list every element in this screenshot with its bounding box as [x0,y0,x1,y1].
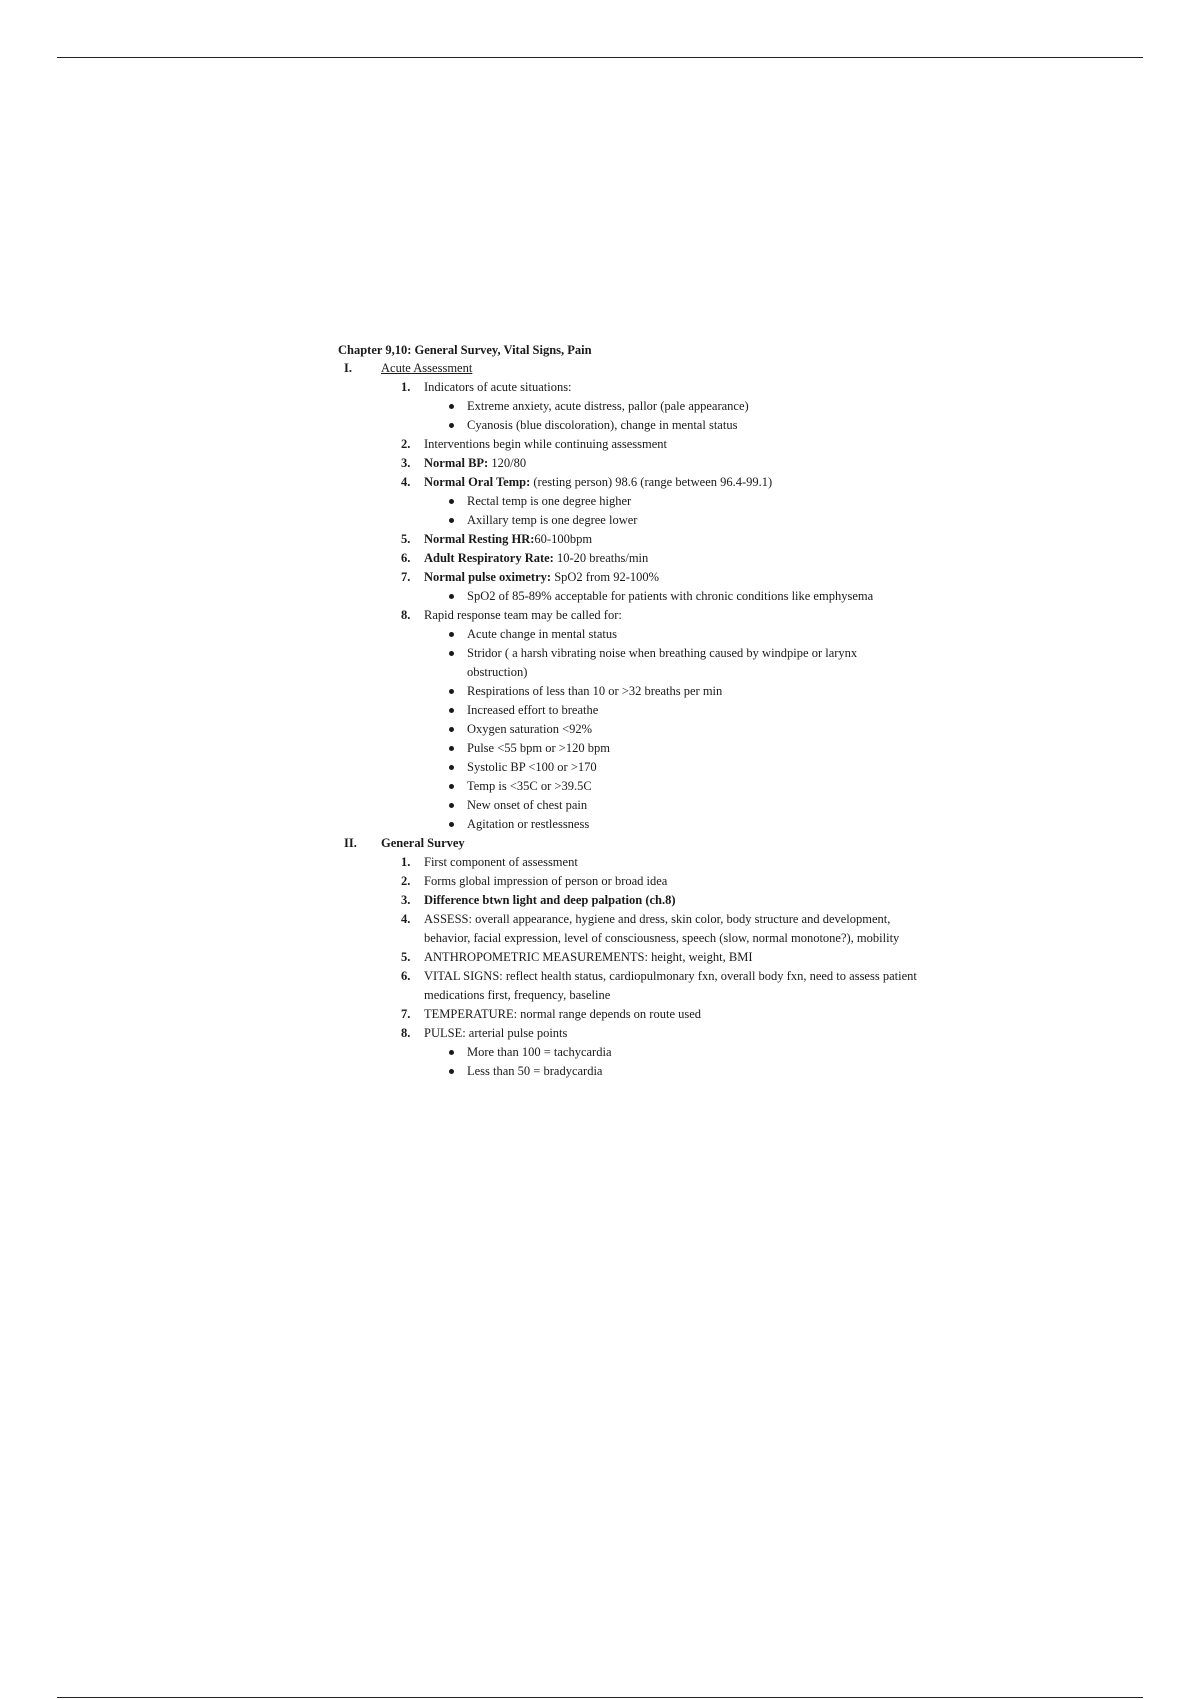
bullet-icon [449,404,454,409]
section-heading [338,359,918,378]
bullet-text: Acute change in mental status [467,627,617,641]
item-label: Normal Oral Temp: [424,475,531,489]
section-2 [338,834,918,1081]
item-label: Normal Resting HR: [424,532,535,546]
bullet-item [338,587,918,606]
numbered-list [338,378,918,834]
bullet-text: Pulse <55 bpm or >120 bpm [467,741,610,755]
bottom-rule [57,1697,1143,1698]
list-item [338,872,918,891]
item-text: 60-100bpm [534,532,593,546]
bullet-text: Rectal temp is one degree higher [467,494,632,508]
bullet-text: Temp is <35C or >39.5C [467,779,592,793]
bullet-item [338,701,918,720]
item-number: 5. [401,532,411,546]
bullet-text: Axillary temp is one degree lower [467,513,638,527]
bullet-wrap [338,492,918,530]
item-number: 5. [401,950,411,964]
bullet-text: Stridor ( a harsh vibrating noise when breathing caused by windpipe or larynx obstruction) [467,646,858,679]
item-text: First component of assessment [424,855,578,869]
bullet-icon [449,746,454,751]
bullet-icon [449,594,454,599]
item-number: 1. [401,380,411,394]
bullet-item [338,492,918,511]
bullet-text: Increased effort to breathe [467,703,599,717]
document-body [338,341,918,1081]
section-title: Acute Assessment [381,361,473,375]
bullet-text: Agitation or restlessness [467,817,590,831]
bullet-item [338,511,918,530]
bullet-text: SpO2 of 85-89% acceptable for patients with chronic conditions like emphysema [467,589,874,603]
bullet-item [338,777,918,796]
bullet-item [338,815,918,834]
section-title: General Survey [381,836,465,850]
bullet-item [338,720,918,739]
bullet-item [338,1043,918,1062]
bullet-icon [449,1050,454,1055]
bullet-list [338,1043,918,1081]
bullet-item [338,644,918,682]
item-number: 8. [401,1026,411,1040]
document-title: Chapter 9,10: General Survey, Vital Signs, Pain [338,343,592,357]
bullet-icon [449,632,454,637]
list-item [338,473,918,530]
bullet-wrap [338,625,918,834]
bullet-item [338,796,918,815]
section-numeral: II. [344,836,357,850]
bullet-text: Respirations of less than 10 or >32 breaths per min [467,684,723,698]
bullet-icon [449,499,454,504]
item-number: 2. [401,874,411,888]
bullet-icon [449,423,454,428]
section-list [338,359,918,1081]
bullet-item [338,416,918,435]
item-text: 120/80 [488,456,527,470]
bullet-list [338,397,918,435]
item-text: 10-20 breaths/min [553,551,649,565]
item-text: VITAL SIGNS: reflect health status, cardiopulmonary fxn, overall body fxn, need to assess patient medications first, frequency, baseline [424,969,917,1002]
bullet-text: Cyanosis (blue discoloration), change in mental status [467,418,738,432]
item-label: Difference btwn light and deep palpation (ch.8) [424,893,676,907]
item-text: Indicators of acute situations: [424,380,572,394]
bullet-item [338,1062,918,1081]
bullet-icon [449,708,454,713]
bullet-icon [449,765,454,770]
item-number: 7. [401,1007,411,1021]
item-text: ANTHROPOMETRIC MEASUREMENTS: height, weight, BMI [424,950,753,964]
list-item [338,530,918,549]
bullet-wrap [338,587,918,606]
list-item [338,378,918,435]
bullet-item [338,682,918,701]
bullet-icon [449,689,454,694]
bullet-text: More than 100 = tachycardia [467,1045,612,1059]
item-number: 6. [401,969,411,983]
item-label: Normal pulse oximetry: [424,570,552,584]
item-text: Interventions begin while continuing assessment [424,437,668,451]
item-number: 3. [401,456,411,470]
list-item [338,948,918,967]
section-numeral: I. [344,361,352,375]
list-item [338,549,918,568]
bullet-list [338,492,918,530]
bullet-item [338,739,918,758]
item-label: Adult Respiratory Rate: [424,551,554,565]
section-heading [338,834,918,853]
bullet-icon [449,803,454,808]
bullet-wrap [338,397,918,435]
list-item [338,568,918,606]
bullet-text: Extreme anxiety, acute distress, pallor (pale appearance) [467,399,749,413]
bullet-list [338,625,918,834]
bullet-text: Less than 50 = bradycardia [467,1064,603,1078]
top-rule [57,57,1143,58]
item-number: 6. [401,551,411,565]
item-text: TEMPERATURE: normal range depends on route used [424,1007,702,1021]
bullet-text: Systolic BP <100 or >170 [467,760,597,774]
bullet-icon [449,518,454,523]
bullet-text: New onset of chest pain [467,798,588,812]
item-number: 2. [401,437,411,451]
list-item [338,1005,918,1024]
list-item [338,967,918,1005]
item-number: 1. [401,855,411,869]
list-item [338,891,918,910]
item-number: 3. [401,893,411,907]
item-text: PULSE: arterial pulse points [424,1026,568,1040]
bullet-list [338,587,918,606]
bullet-item [338,397,918,416]
list-item [338,606,918,834]
item-text: SpO2 from 92-100% [551,570,660,584]
item-text: ASSESS: overall appearance, hygiene and dress, skin color, body structure and development, behavior, facial expression, level of consciousness, speech (slow, normal monotone?), mobility [424,912,900,945]
numbered-list [338,853,918,1081]
bullet-icon [449,822,454,827]
bullet-text: Oxygen saturation <92% [467,722,593,736]
item-number: 8. [401,608,411,622]
item-number: 4. [401,912,411,926]
list-item [338,853,918,872]
list-item [338,910,918,948]
item-number: 4. [401,475,411,489]
item-text: (resting person) 98.6 (range between 96.4-99.1) [530,475,773,489]
bullet-icon [449,727,454,732]
item-text: Forms global impression of person or broad idea [424,874,668,888]
bullet-icon [449,784,454,789]
bullet-item [338,625,918,644]
list-item [338,1024,918,1081]
section-1 [338,359,918,834]
bullet-wrap [338,1043,918,1081]
list-item [338,454,918,473]
bullet-icon [449,651,454,656]
list-item [338,435,918,454]
item-number: 7. [401,570,411,584]
bullet-item [338,758,918,777]
bullet-icon [449,1069,454,1074]
item-label: Normal BP: [424,456,489,470]
item-text: Rapid response team may be called for: [424,608,622,622]
